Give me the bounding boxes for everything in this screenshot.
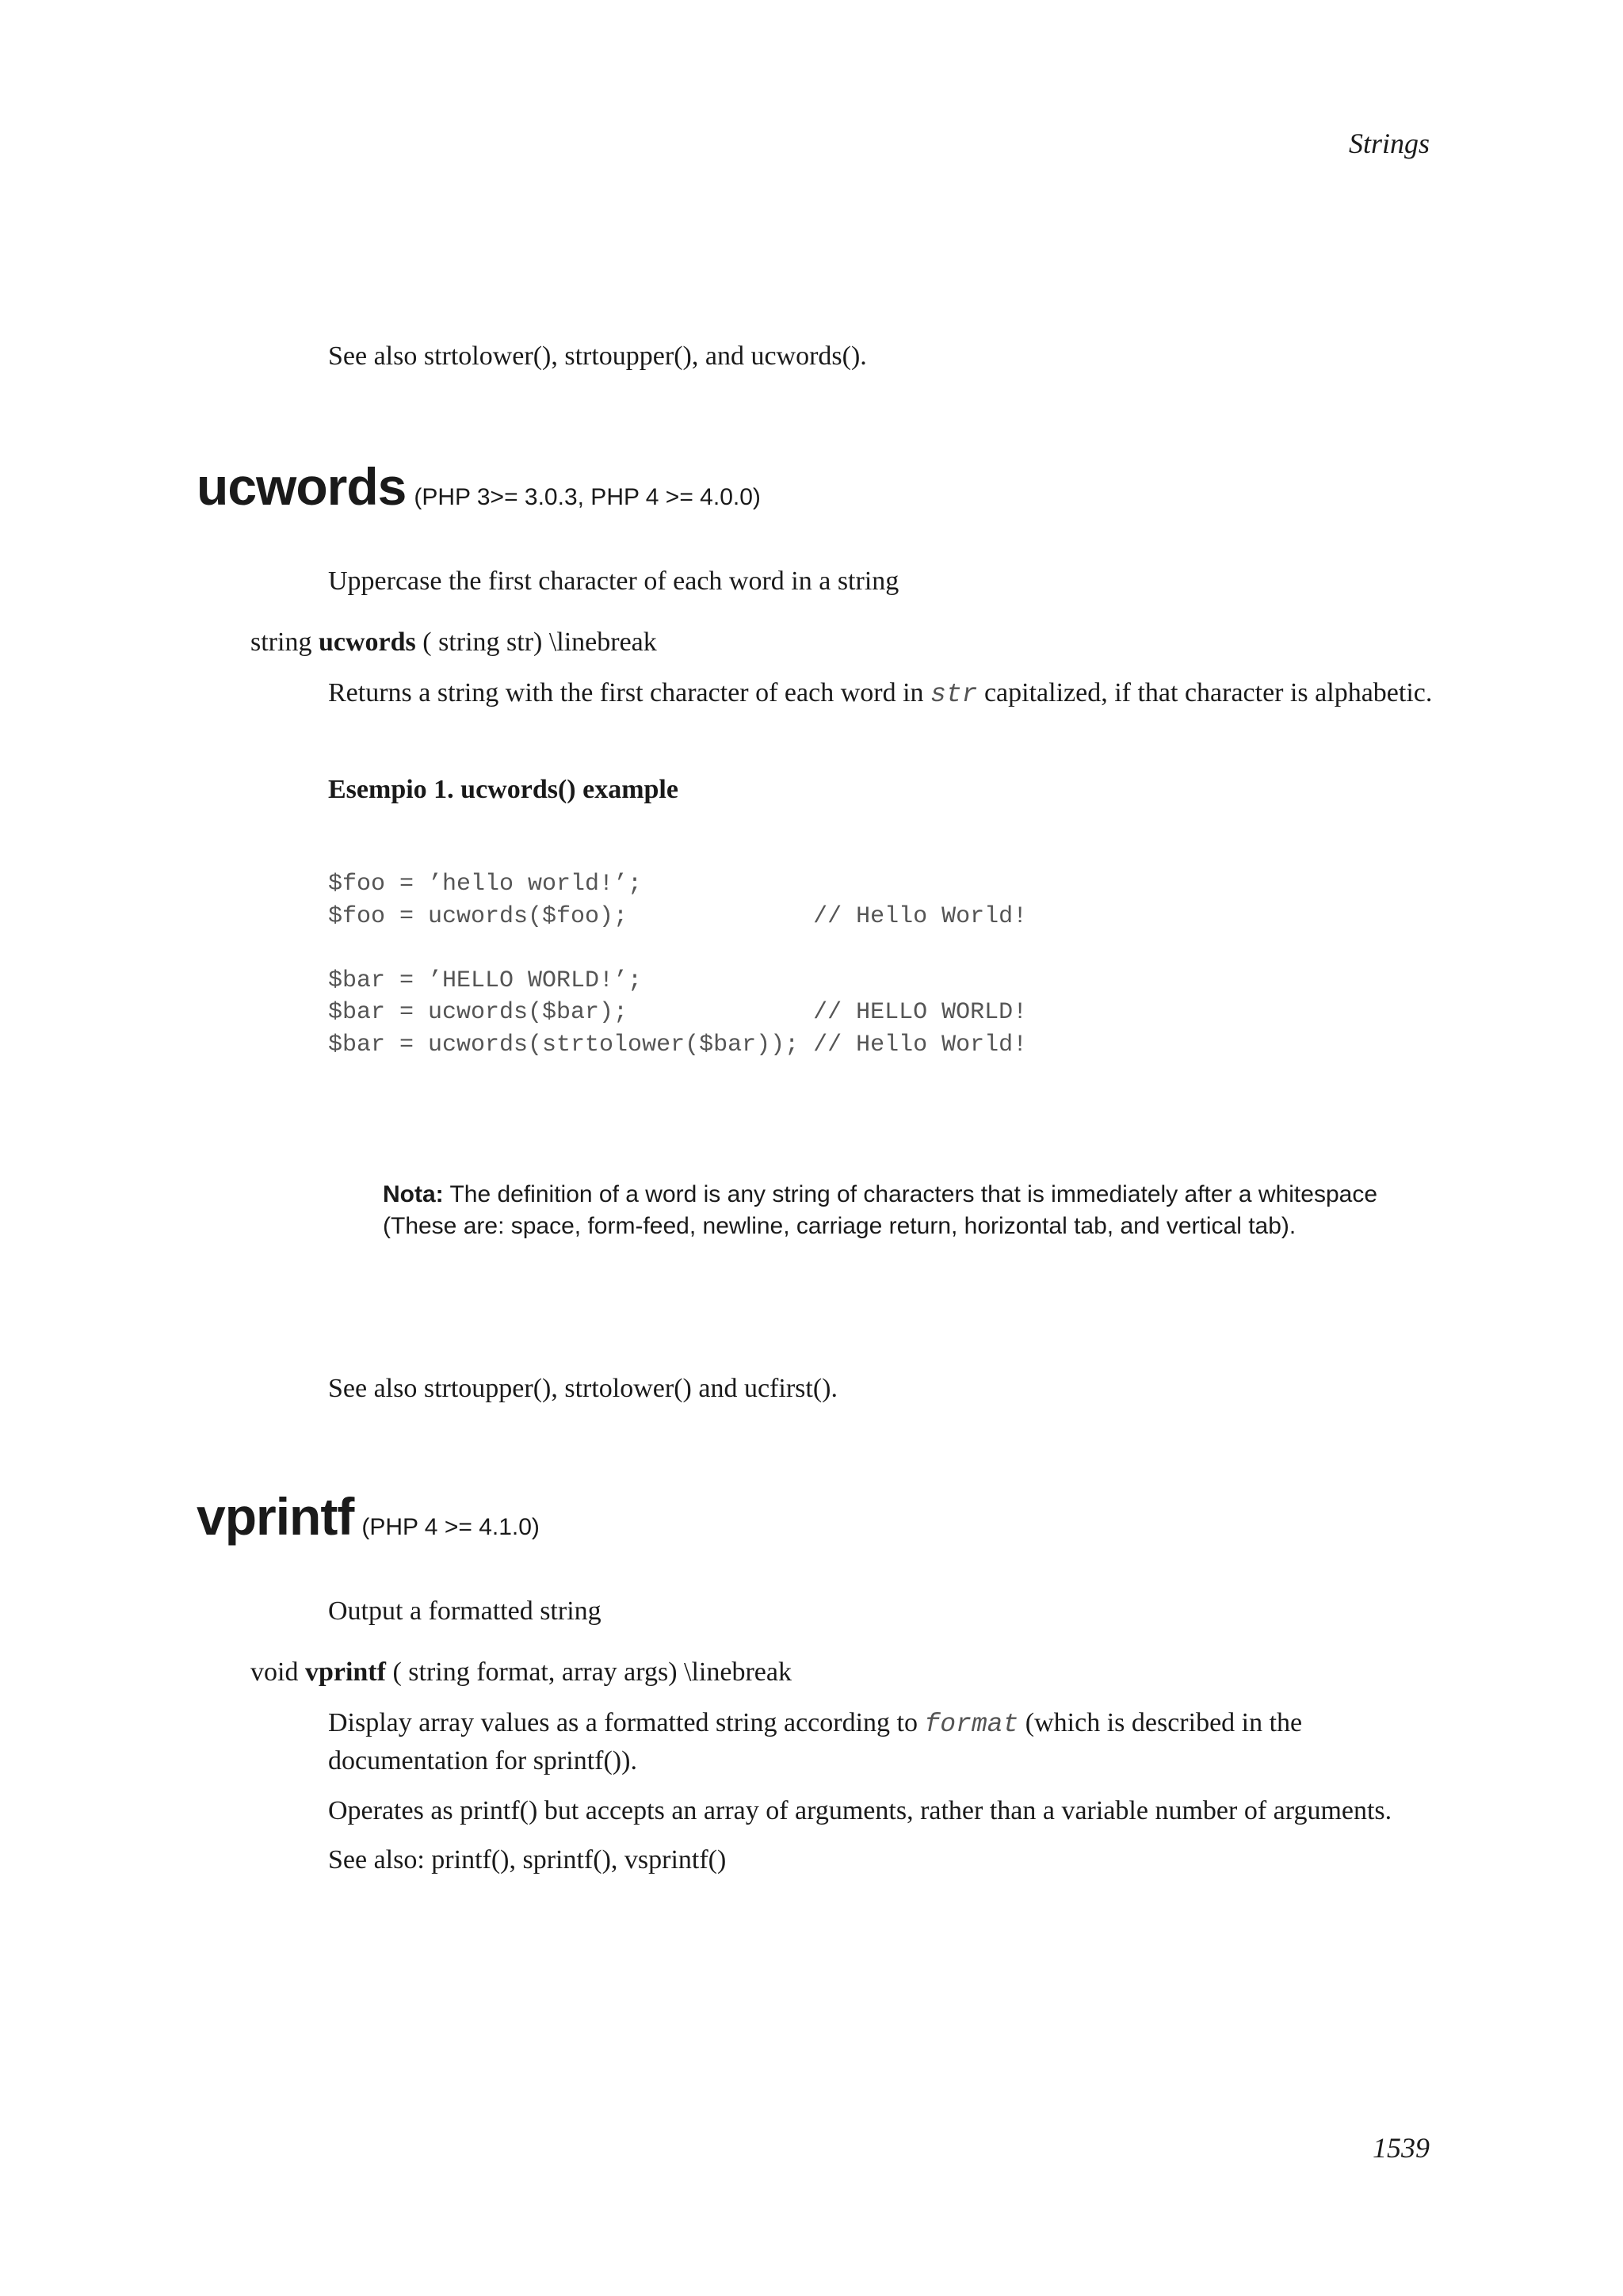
code-line: $foo = ucwords($foo); // Hello World! [328,902,1028,930]
page-number: 1539 [1373,2132,1430,2164]
note-box [383,1179,1437,1242]
code-line: $foo = ’hello world!’; [328,871,643,898]
synopsis-function-name: vprintf [304,1657,386,1687]
code-line: $bar = ucwords($bar); // HELLO WORLD! [328,999,1028,1026]
vprintf-purpose: Output a formatted string [328,1596,601,1626]
function-name: ucwords [197,457,407,516]
parameter-name: format [924,1710,1019,1739]
function-version: (PHP 3>= 3.0.3, PHP 4 >= 4.0.0) [414,484,761,510]
function-name: vprintf [197,1487,354,1546]
description-text: Returns a string with the first character of each word in [328,678,931,707]
ucwords-synopsis [250,627,657,658]
code-line: $bar = ucwords(strtolower($bar)); // Hello World! [328,1031,1028,1058]
return-type: string [250,627,312,657]
vprintf-description [328,1705,1438,1779]
synopsis-params: ( string format, array args) \linebreak [392,1657,792,1687]
see-also-strtoupper: See also strtolower(), strtoupper(), and ucwords(). [328,341,867,371]
ucwords-see-also: See also strtoupper(), strtolower() and ucfirst(). [328,1374,838,1403]
vprintf-see-also: See also: printf(), sprintf(), vsprintf() [328,1845,727,1875]
running-header: Strings [1348,128,1430,159]
ucwords-description [328,675,1438,713]
code-example [328,868,1027,1061]
function-version: (PHP 4 >= 4.1.0) [361,1514,540,1540]
ucwords-heading [197,456,761,517]
code-line: $bar = ’HELLO WORLD!’; [328,967,643,994]
parameter-name: str [930,680,978,709]
ucwords-purpose: Uppercase the first character of each word in a string [328,566,899,596]
synopsis-params: ( string str) \linebreak [422,627,657,657]
vprintf-synopsis [250,1657,792,1688]
vprintf-heading [197,1486,540,1547]
note-label: Nota: [383,1181,444,1207]
vprintf-operates: Operates as printf() but accepts an array of arguments, rather than a variable number of arguments. [328,1796,1392,1825]
note-text: The definition of a word is any string of characters that is immediately after a whitespace (These are: space, form-feed, newline, carriage return, horizontal tab, and vertical tab). [383,1181,1378,1239]
synopsis-function-name: ucwords [318,627,416,657]
return-type: void [250,1657,299,1687]
description-text-cont: (which is described in the documentation for sprintf()). [328,1708,1303,1775]
example-title: Esempio 1. ucwords() example [328,775,678,804]
description-text: Display array values as a formatted string according to [328,1708,925,1737]
description-text-cont: capitalized, if that character is alphabetic. [977,678,1433,707]
